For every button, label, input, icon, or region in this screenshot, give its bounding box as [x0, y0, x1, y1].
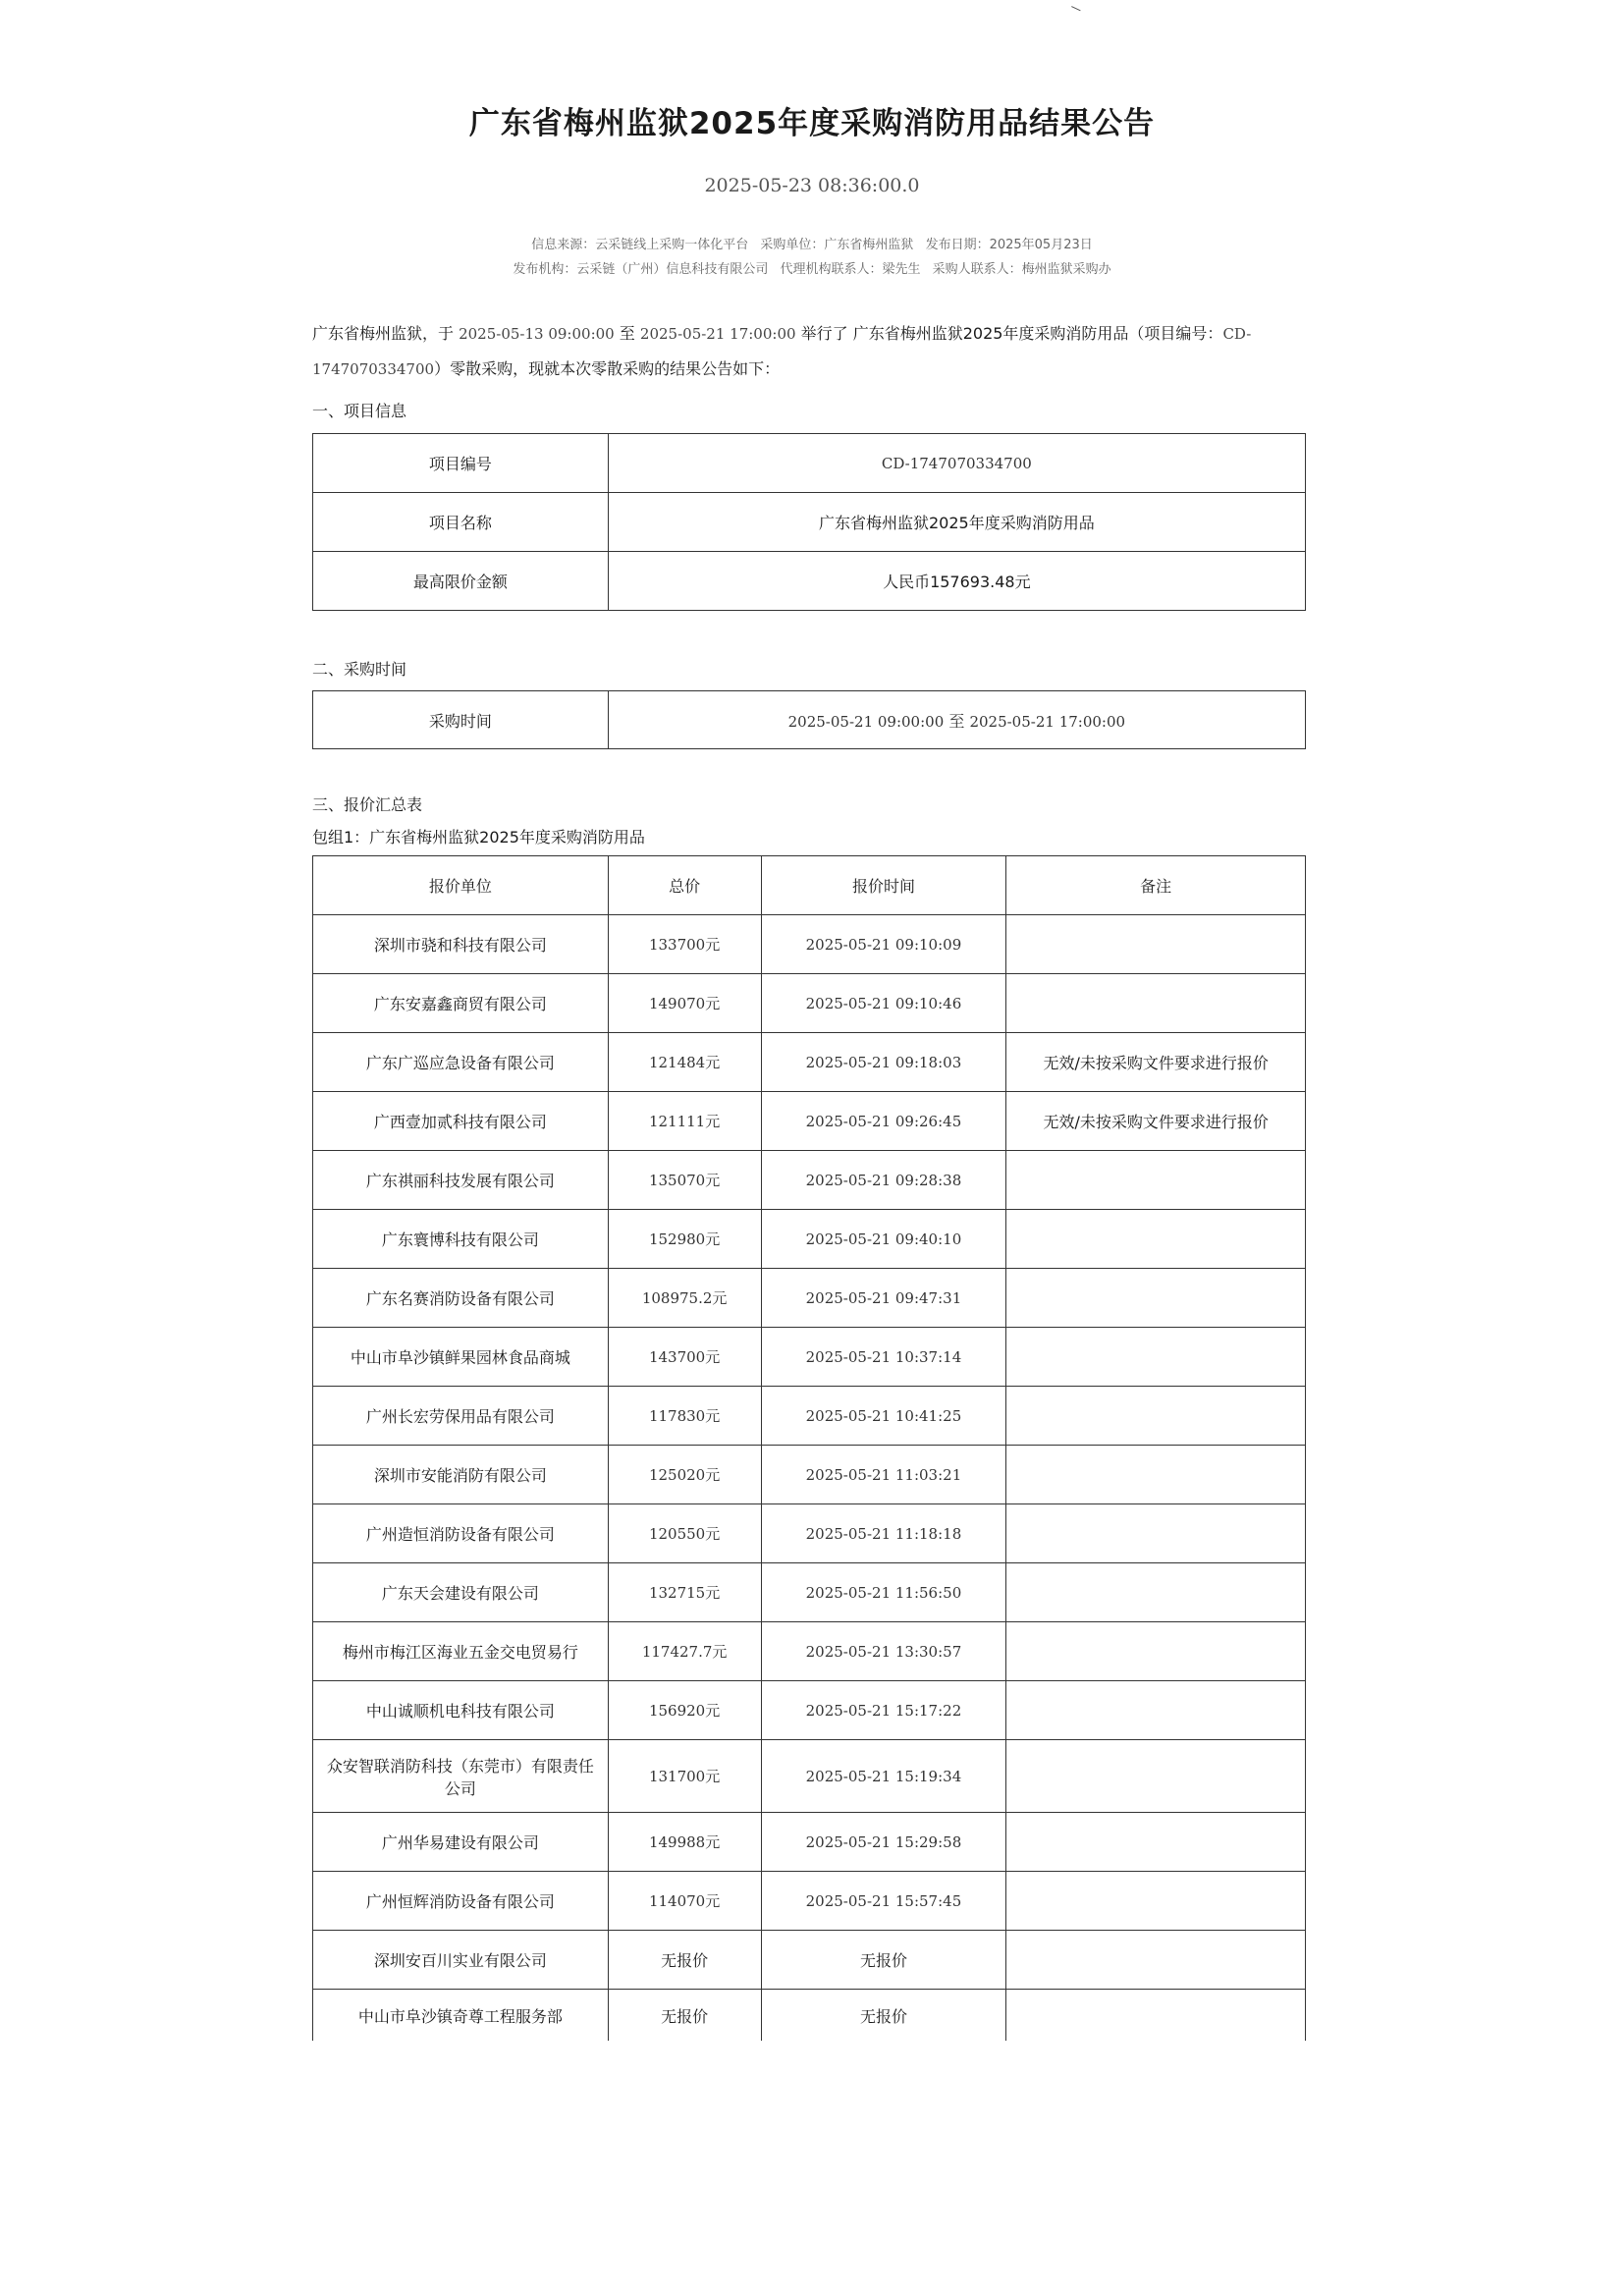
quote-unit-cell: 广州华易建设有限公司	[313, 1813, 609, 1872]
quote-time-cell: 2025-05-21 15:29:58	[761, 1813, 1006, 1872]
quote-unit-cell: 广东安嘉鑫商贸有限公司	[313, 974, 609, 1033]
header-price: 总价	[608, 856, 761, 915]
quote-time-cell: 2025-05-21 09:40:10	[761, 1210, 1006, 1269]
table-row	[313, 1210, 1306, 1269]
quote-note-cell	[1006, 1813, 1306, 1872]
quote-unit-cell: 中山诚顺机电科技有限公司	[313, 1681, 609, 1740]
quote-unit-cell: 广东名赛消防设备有限公司	[313, 1269, 609, 1328]
quote-price-cell: 156920元	[608, 1681, 761, 1740]
table-row	[313, 1387, 1306, 1446]
quote-note-cell	[1006, 1563, 1306, 1622]
quote-time-cell: 2025-05-21 15:17:22	[761, 1681, 1006, 1740]
purchase-time-value	[608, 691, 1305, 749]
quote-price-cell: 131700元	[608, 1740, 761, 1813]
table-row	[313, 1033, 1306, 1092]
quote-price-cell: 无报价	[608, 1990, 761, 2042]
quote-note-cell	[1006, 1151, 1306, 1210]
table-row	[313, 434, 1306, 493]
publisher: 发布机构：云采链（广州）信息科技有限公司	[513, 262, 769, 277]
intro-project-code: CD-1747070334700	[312, 325, 1252, 378]
quote-unit-cell: 深圳市骁和科技有限公司	[313, 915, 609, 974]
quote-time-cell: 无报价	[761, 1931, 1006, 1990]
intro-paragraph	[312, 316, 1308, 387]
quote-unit-cell: 广州长宏劳保用品有限公司	[313, 1387, 609, 1446]
table-row	[313, 1990, 1306, 2042]
quote-time-cell: 2025-05-21 11:18:18	[761, 1504, 1006, 1563]
quote-unit-cell: 广州恒辉消防设备有限公司	[313, 1872, 609, 1931]
quote-time-cell: 2025-05-21 09:47:31	[761, 1269, 1006, 1328]
quote-unit-cell: 梅州市梅江区海业五金交电贸易行	[313, 1622, 609, 1681]
quote-price-cell: 无报价	[608, 1931, 761, 1990]
quote-price-cell: 152980元	[608, 1210, 761, 1269]
table-row	[313, 1092, 1306, 1151]
quote-note-cell	[1006, 1931, 1306, 1990]
table-row	[313, 691, 1306, 749]
purchaser: 采购单位：广东省梅州监狱	[760, 238, 914, 252]
info-source: 信息来源：云采链线上采购一体化平台	[531, 238, 749, 252]
quote-time-cell: 2025-05-21 10:41:25	[761, 1387, 1006, 1446]
purchase-end: 2025-05-21 17:00:00	[969, 712, 1126, 731]
quote-time-cell: 2025-05-21 09:28:38	[761, 1151, 1006, 1210]
quote-time-cell: 2025-05-21 15:57:45	[761, 1872, 1006, 1931]
quote-unit-cell: 中山市阜沙镇奇尊工程服务部	[313, 1990, 609, 2042]
section-quote-summary: 三、报价汇总表	[312, 795, 423, 814]
quote-time-cell: 2025-05-21 09:18:03	[761, 1033, 1006, 1092]
quote-unit-cell: 广东祺丽科技发展有限公司	[313, 1151, 609, 1210]
table-row	[313, 974, 1306, 1033]
quote-note-cell	[1006, 1328, 1306, 1387]
header-unit: 报价单位	[313, 856, 609, 915]
meta-line-1	[0, 234, 1624, 252]
quote-price-cell: 114070元	[608, 1872, 761, 1931]
quote-time-cell: 2025-05-21 11:56:50	[761, 1563, 1006, 1622]
quote-table-body	[313, 915, 1306, 2042]
meta-line-2	[0, 258, 1624, 277]
quote-price-cell: 149070元	[608, 974, 761, 1033]
table-row	[313, 1622, 1306, 1681]
max-price-value: 人民币157693.48元	[608, 552, 1305, 611]
table-row	[313, 1813, 1306, 1872]
quote-price-cell: 121484元	[608, 1033, 761, 1092]
quote-unit-cell: 深圳市安能消防有限公司	[313, 1446, 609, 1504]
quote-unit-cell: 众安智联消防科技（东莞市）有限责任公司	[313, 1740, 609, 1813]
quote-time-cell: 2025-05-21 09:26:45	[761, 1092, 1006, 1151]
max-price-label: 最高限价金额	[313, 552, 609, 611]
package-title: 包组1：广东省梅州监狱2025年度采购消防用品	[312, 828, 645, 847]
quote-note-cell	[1006, 1210, 1306, 1269]
page-title: 广东省梅州监狱2025年度采购消防用品结果公告	[468, 106, 1156, 141]
quote-note-cell	[1006, 1872, 1306, 1931]
quote-note-cell	[1006, 1387, 1306, 1446]
quote-note-cell	[1006, 1622, 1306, 1681]
table-row	[313, 1681, 1306, 1740]
quote-time-cell: 2025-05-21 15:19:34	[761, 1740, 1006, 1813]
section-project-info: 一、项目信息	[312, 402, 407, 420]
purchase-time-table	[312, 690, 1306, 749]
table-row	[313, 1151, 1306, 1210]
quote-unit-cell: 广东广巡应急设备有限公司	[313, 1033, 609, 1092]
header-time: 报价时间	[761, 856, 1006, 915]
quote-time-cell: 无报价	[761, 1990, 1006, 2042]
quote-unit-cell: 中山市阜沙镇鲜果园林食品商城	[313, 1328, 609, 1387]
intro-end-time: 2025-05-21 17:00:00	[639, 325, 796, 343]
quote-time-cell: 2025-05-21 13:30:57	[761, 1622, 1006, 1681]
table-row	[313, 1269, 1306, 1328]
quote-time-cell: 2025-05-21 09:10:46	[761, 974, 1006, 1033]
quote-price-cell: 135070元	[608, 1151, 761, 1210]
quote-price-cell: 143700元	[608, 1328, 761, 1387]
project-name-value: 广东省梅州监狱2025年度采购消防用品	[608, 493, 1305, 552]
table-row	[313, 1872, 1306, 1931]
quote-price-cell: 125020元	[608, 1446, 761, 1504]
intro-start-time: 2025-05-13 09:00:00	[459, 325, 615, 343]
quote-unit-cell: 广州造恒消防设备有限公司	[313, 1504, 609, 1563]
quote-note-cell	[1006, 1740, 1306, 1813]
purchase-sep: 至	[944, 711, 970, 731]
table-row	[313, 1740, 1306, 1813]
quote-note-cell: 无效/未按采购文件要求进行报价	[1006, 1033, 1306, 1092]
purchase-time-label: 采购时间	[313, 691, 609, 749]
table-row	[313, 1563, 1306, 1622]
quote-note-cell	[1006, 974, 1306, 1033]
table-row	[313, 493, 1306, 552]
intro-text-1: 广东省梅州监狱，于	[312, 324, 460, 343]
quote-price-cell: 117830元	[608, 1387, 761, 1446]
table-row	[313, 552, 1306, 611]
intro-text-4: ）零散采购，现就本次零散采购的结果公告如下：	[434, 359, 781, 378]
quote-unit-cell: 广东天会建设有限公司	[313, 1563, 609, 1622]
quote-price-cell: 133700元	[608, 915, 761, 974]
quote-note-cell	[1006, 1681, 1306, 1740]
quote-price-cell: 121111元	[608, 1092, 761, 1151]
quote-price-cell: 120550元	[608, 1504, 761, 1563]
quote-price-cell: 117427.7元	[608, 1622, 761, 1681]
header-note: 备注	[1006, 856, 1306, 915]
quote-time-cell: 2025-05-21 09:10:09	[761, 915, 1006, 974]
quote-note-cell	[1006, 915, 1306, 974]
quote-table	[312, 855, 1306, 2041]
quote-unit-cell: 广西壹加贰科技有限公司	[313, 1092, 609, 1151]
table-row	[313, 1328, 1306, 1387]
purchaser-contact: 采购人联系人：梅州监狱采购办	[932, 262, 1111, 277]
agent-contact: 代理机构联系人：梁先生	[780, 262, 921, 277]
quote-time-cell: 2025-05-21 10:37:14	[761, 1328, 1006, 1387]
scan-mark	[1069, 6, 1080, 15]
quote-note-cell	[1006, 1504, 1306, 1563]
section-purchase-time: 二、采购时间	[312, 660, 407, 679]
table-row	[313, 1504, 1306, 1563]
project-code-label: 项目编号	[313, 434, 609, 493]
project-info-table	[312, 433, 1306, 611]
table-row	[313, 1446, 1306, 1504]
quote-time-cell: 2025-05-21 11:03:21	[761, 1446, 1006, 1504]
quote-unit-cell: 广东寰博科技有限公司	[313, 1210, 609, 1269]
quote-note-cell: 无效/未按采购文件要求进行报价	[1006, 1092, 1306, 1151]
quote-price-cell: 108975.2元	[608, 1269, 761, 1328]
quote-note-cell	[1006, 1269, 1306, 1328]
quote-price-cell: 149988元	[608, 1813, 761, 1872]
intro-text-2: 至	[614, 324, 640, 343]
quote-note-cell	[1006, 1990, 1306, 2042]
purchase-start: 2025-05-21 09:00:00	[787, 712, 945, 731]
table-header-row	[313, 856, 1306, 915]
project-name-label: 项目名称	[313, 493, 609, 552]
quote-price-cell: 132715元	[608, 1563, 761, 1622]
project-code-value: CD-1747070334700	[608, 434, 1305, 493]
table-row	[313, 1931, 1306, 1990]
intro-text-3: 举行了 广东省梅州监狱2025年度采购消防用品（项目编号：	[795, 324, 1223, 343]
publish-date: 发布日期：2025年05月23日	[925, 238, 1093, 252]
publish-datetime: 2025-05-23 08:36:00.0	[704, 175, 920, 196]
quote-unit-cell: 深圳安百川实业有限公司	[313, 1931, 609, 1990]
quote-note-cell	[1006, 1446, 1306, 1504]
table-row	[313, 915, 1306, 974]
